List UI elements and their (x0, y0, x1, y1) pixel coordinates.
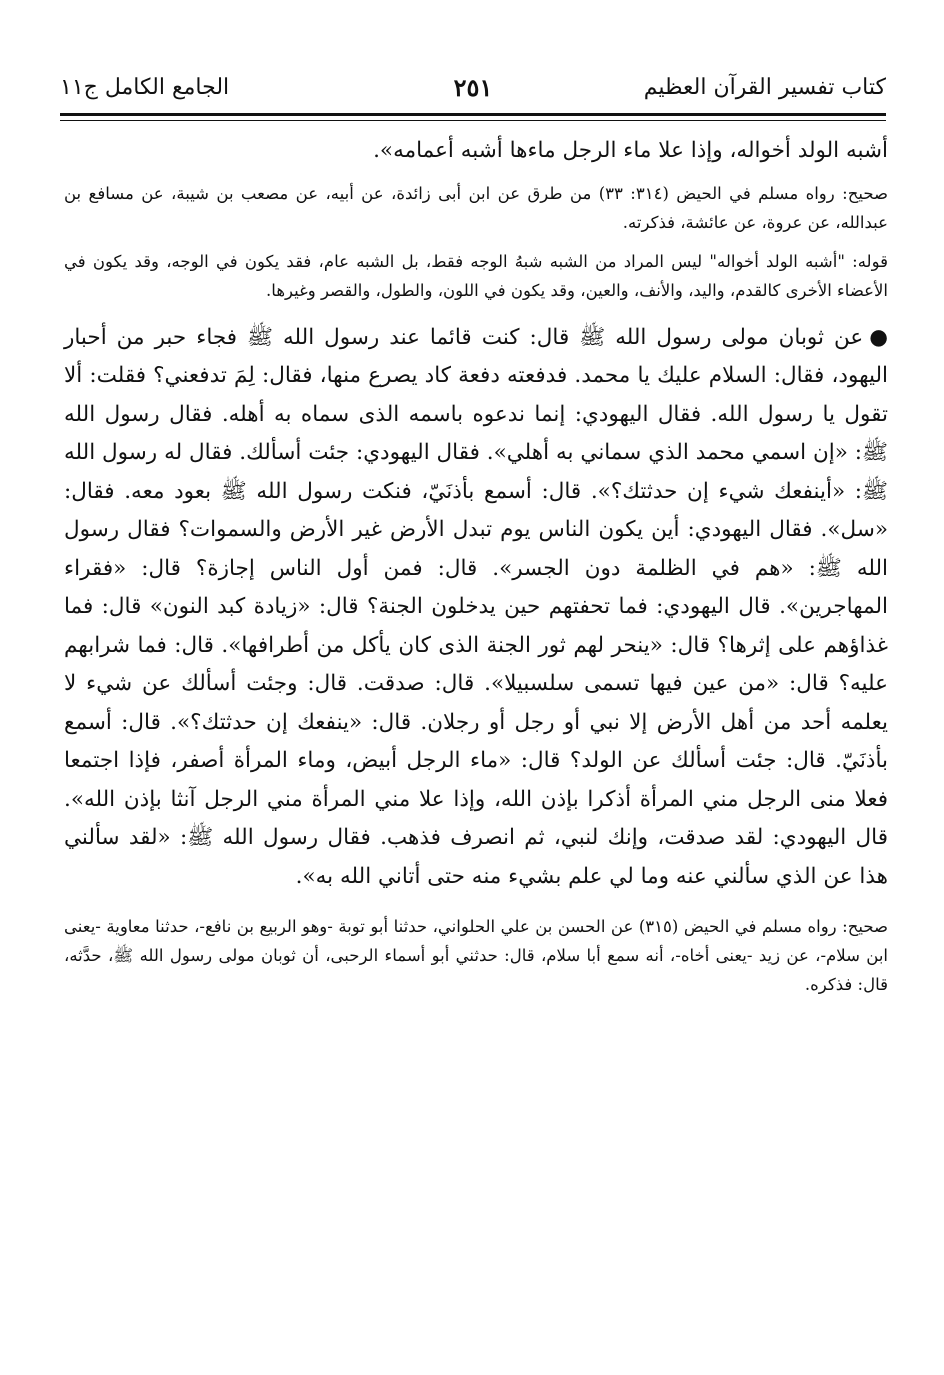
header-rule-thick (60, 113, 886, 116)
page-number: ٢٥١ (453, 73, 493, 102)
page-header (60, 70, 886, 110)
hadith-text: عن ثوبان مولى رسول الله ﷺ قال: كنت قائما عند رسول الله ﷺ فجاء حبر من أحبار اليهود، فقال: السلام عليك يا محمد. فدفعته دفعة كاد يصرع منها، فقال: لِمَ تدفعني؟ فقلت: ألا تقول يا رسول الله. فقال اليهودي: إنما ندعوه باسمه الذى سماه به أهله. فقال رسول الله ﷺ: «إن اسمي محمد الذي سماني به أهلي». فقال اليهودي: جئت أسألك. فقال له رسول الله ﷺ: «أينفعك شيء إن حدثتك؟». قال: أسمع بأذنَيّ، فنكت رسول الله ﷺ بعود معه. فقال: «سل». فقال اليهودي: أين يكون الناس يوم تبدل الأرض غير الأرض والسموات؟ فقال رسول الله ﷺ: «هم في الظلمة دون الجسر». قال: فمن أول الناس إجازة؟ قال: «فقراء المهاجرين». قال اليهودي: فما تحفتهم حين يدخلون الجنة؟ قال: «زيادة كبد النون» قال: فما غذاؤهم على إثرها؟ قال: «ينحر لهم ثور الجنة الذى كان يأكل من أطرافها». قال: فما شرابهم عليه؟ قال: «من عين فيها تسمى سلسبيلا». قال: صدقت. قال: وجئت أسألك عن شيء لا يعلمه أحد من أهل الأرض إلا نبي أو رجل أو رجلان. قال: «ينفعك إن حدثتك؟». قال: أسمع بأذنَيّ. قال: جئت أسألك عن الولد؟ قال: «ماء الرجل أبيض، وماء المرأة أصفر، فإذا اجتمعا فعلا منى الرجل مني المرأة أذكرا بإذن الله، وإذا علا مني المرأة مني الرجل آنثا بإذن الله». قال اليهودي: لقد صدقت، وإنك لنبي، ثم انصرف فذهب. فقال رسول الله ﷺ: «لقد سألني هذا عن الذي سألني عنه وما لي علم بشيء منه حتى أتاني الله به». (64, 324, 888, 889)
volume-label: الجامع الكامل ج١١ (60, 75, 230, 100)
footnote-grading-1: صحيح: رواه مسلم في الحيض (٣١٤: ٣٣) من طرق عن ابن أبى زائدة، عن أبيه، عن مصعب بن شيبة، عن مسافع بن عبدالله، عن عروة، عن عائشة، فذكرته. (64, 183, 889, 232)
header-rule-thin (60, 120, 886, 121)
footnote-grading-2: صحيح: رواه مسلم في الحيض (٣١٥) عن الحسن بن علي الحلواني، حدثنا أبو توبة -وهو الربيع بن نافع-، حدثنا معاوية -يعنى ابن سلام-، عن زيد -يعنى أخاه-، أنه سمع أبا سلام، قال: حدثني أبو أسماء الرحبى، أن ثوبان مولى رسول الله ﷺ، حدَّثه، قال: فذكره. (64, 917, 889, 994)
hadith-paragraph (64, 319, 888, 897)
page-body (64, 126, 888, 999)
bullet-icon: ● (869, 324, 888, 350)
continuation-paragraph: أشبه الولد أخواله، وإذا علا ماء الرجل ماءها أشبه أعمامه». (373, 138, 888, 163)
book-title: كتاب تفسير القرآن العظيم (643, 75, 886, 100)
footnote-commentary: قوله: "أشبه الولد أخواله" ليس المراد من الشبه شبهُ الوجه فقط، بل الشبه عام، فقد يكون في الوجه، وقد يكون في الأعضاء الأخرى كالقدم، واليد، والأنف، والعين، وقد يكون في اللون، والطول، والقصر وغيرها. (64, 251, 888, 300)
